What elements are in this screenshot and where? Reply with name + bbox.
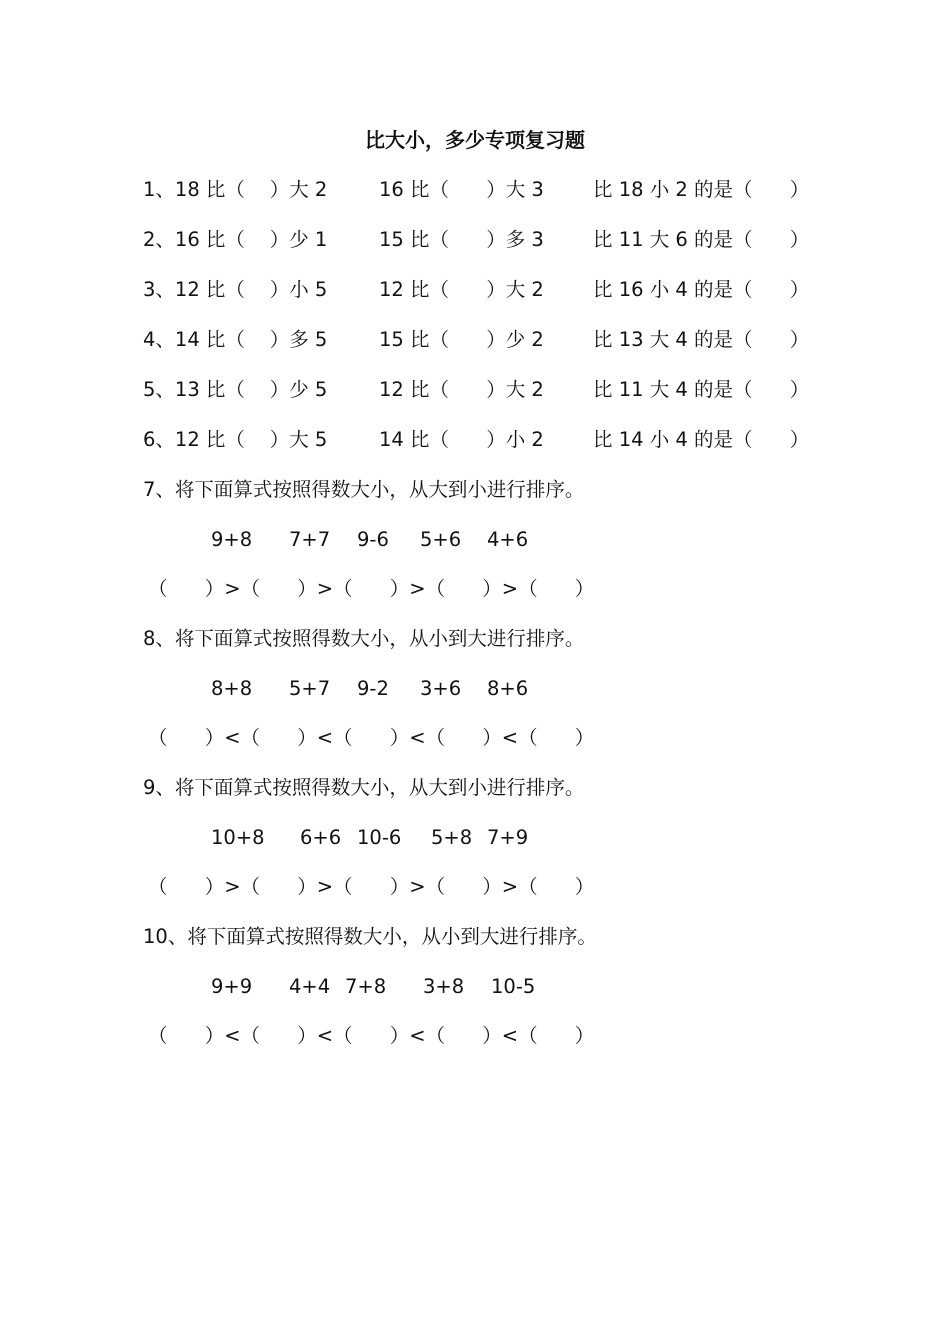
q8-expression: 5+7	[289, 677, 331, 700]
question-10-prompt: 10、将下面算式按照得数大小，从小到大进行排序。	[143, 925, 597, 948]
q7-answer-line: （ ）>（ ）>（ ）>（ ）>（ ）	[148, 577, 595, 600]
q7-expression: 9-6	[357, 528, 389, 551]
row-2-col-2: 15 比（ ）多 3	[379, 228, 544, 251]
row-5-col-3: 比 11 大 4 的是（ ）	[593, 378, 810, 401]
q10-expression: 9+9	[211, 975, 253, 998]
q9-expression: 6+6	[300, 826, 342, 849]
row-4-col-1: 4、14 比（ ）多 5	[143, 328, 328, 351]
q8-answer-line: （ ）<（ ）<（ ）<（ ）<（ ）	[148, 726, 595, 749]
q9-expression: 10+8	[211, 826, 265, 849]
q7-expression: 5+6	[420, 528, 462, 551]
q7-expression: 7+7	[289, 528, 331, 551]
row-6-col-1: 6、12 比（ ）大 5	[143, 428, 328, 451]
row-3-col-3: 比 16 小 4 的是（ ）	[593, 278, 810, 301]
row-4-col-3: 比 13 大 4 的是（ ）	[593, 328, 810, 351]
q10-expression: 3+8	[423, 975, 465, 998]
q7-expression: 4+6	[487, 528, 529, 551]
q10-expression: 7+8	[345, 975, 387, 998]
q10-expression: 10-5	[491, 975, 536, 998]
row-5-col-1: 5、13 比（ ）少 5	[143, 378, 328, 401]
question-7-prompt: 7、将下面算式按照得数大小，从大到小进行排序。	[143, 478, 585, 501]
q8-expression: 3+6	[420, 677, 462, 700]
row-2-col-3: 比 11 大 6 的是（ ）	[593, 228, 810, 251]
page-title: 比大小，多少专项复习题	[365, 128, 585, 152]
q9-expression: 5+8	[431, 826, 473, 849]
row-2-col-1: 2、16 比（ ）少 1	[143, 228, 328, 251]
row-5-col-2: 12 比（ ）大 2	[379, 378, 544, 401]
q8-expression: 8+6	[487, 677, 529, 700]
row-3-col-1: 3、12 比（ ）小 5	[143, 278, 328, 301]
q9-expression: 7+9	[487, 826, 529, 849]
q9-expression: 10-6	[357, 826, 402, 849]
q7-expression: 9+8	[211, 528, 253, 551]
q9-answer-line: （ ）>（ ）>（ ）>（ ）>（ ）	[148, 875, 595, 898]
question-8-prompt: 8、将下面算式按照得数大小，从小到大进行排序。	[143, 627, 585, 650]
q8-expression: 8+8	[211, 677, 253, 700]
question-9-prompt: 9、将下面算式按照得数大小，从大到小进行排序。	[143, 776, 585, 799]
row-1-col-1: 1、18 比（ ）大 2	[143, 178, 328, 201]
row-3-col-2: 12 比（ ）大 2	[379, 278, 544, 301]
q8-expression: 9-2	[357, 677, 389, 700]
row-4-col-2: 15 比（ ）少 2	[379, 328, 544, 351]
q10-answer-line: （ ）<（ ）<（ ）<（ ）<（ ）	[148, 1024, 595, 1047]
row-6-col-3: 比 14 小 4 的是（ ）	[593, 428, 810, 451]
row-1-col-2: 16 比（ ）大 3	[379, 178, 544, 201]
row-1-col-3: 比 18 小 2 的是（ ）	[593, 178, 810, 201]
row-6-col-2: 14 比（ ）小 2	[379, 428, 544, 451]
q10-expression: 4+4	[289, 975, 331, 998]
